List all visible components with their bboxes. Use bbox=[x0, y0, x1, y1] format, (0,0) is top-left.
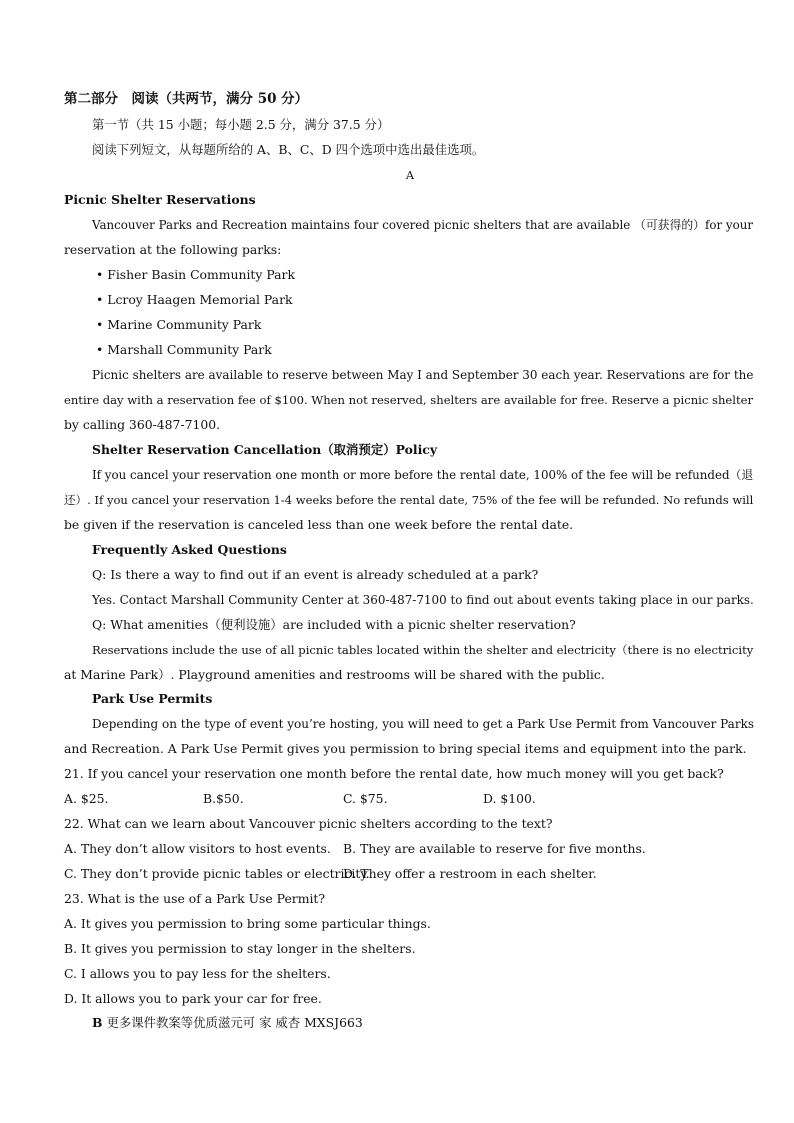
faq-question: Q: Is there a way to find out if an event is already scheduled at a park? bbox=[92, 567, 539, 582]
faq-answer: Reservations include the use of all picnic tables located within the shelter and electricity（there is no electricity bbox=[92, 643, 754, 657]
watermark-text: 更多课件教案等优质滋元可 家 威杏 MXSJ663 bbox=[106, 1015, 363, 1030]
q21-option-b: B.$50. bbox=[203, 791, 244, 806]
q23-option-b: B. It gives you permission to stay longer in the shelters. bbox=[64, 941, 416, 956]
q21-option-a: A. $25. bbox=[64, 791, 109, 806]
faq-answer: Yes. Contact Marshall Community Center at 360-487-7100 to find out about events taking place in our parks. bbox=[92, 593, 754, 607]
question-23-stem: 23. What is the use of a Park Use Permit? bbox=[64, 891, 326, 906]
part-title: 第二部分 阅读（共两节，满分 50 分） bbox=[64, 91, 309, 107]
permit-line: Depending on the type of event you’re hosting, you will need to get a Park Use Permit from Vancouver Parks bbox=[92, 717, 755, 731]
passage-label: A bbox=[405, 168, 415, 182]
permit-line: and Recreation. A Park Use Permit gives you permission to bring special items and equipment into the park. bbox=[64, 741, 747, 756]
availability-line: Picnic shelters are available to reserve between May I and September 30 each year. Reservations are for the bbox=[92, 368, 754, 382]
q23-option-d: D. It allows you to park your car for free. bbox=[64, 991, 322, 1006]
availability-line: by calling 360-487-7100. bbox=[64, 417, 221, 432]
q22-option-a: A. They don’t allow visitors to host events. bbox=[64, 841, 331, 856]
park-list-item: • Fisher Basin Community Park bbox=[96, 267, 295, 282]
cancellation-line: be given if the reservation is canceled less than one week before the rental date. bbox=[64, 517, 574, 532]
q21-option-c: C. $75. bbox=[343, 791, 388, 806]
availability-line: entire day with a reservation fee of $100. When not reserved, shelters are available for free. Reserve a picnic shelter bbox=[64, 393, 754, 407]
q21-option-d: D. $100. bbox=[483, 791, 536, 806]
permit-title: Park Use Permits bbox=[92, 691, 213, 706]
q23-option-a: A. It gives you permission to bring some particular things. bbox=[64, 916, 431, 931]
instruction: 阅读下列短文，从每题所给的 A、B、C、D 四个选项中选出最佳选项。 bbox=[92, 142, 485, 157]
park-list-item: • Marine Community Park bbox=[96, 317, 262, 332]
section-note: 第一节（共 15 小题；每小题 2.5 分，满分 37.5 分） bbox=[92, 117, 390, 132]
faq-answer: at Marine Park）. Playground amenities and restrooms will be shared with the public. bbox=[64, 667, 605, 682]
q22-option-b: B. They are available to reserve for five months. bbox=[343, 841, 646, 856]
q23-option-c: C. I allows you to pay less for the shelters. bbox=[64, 966, 331, 981]
faq-title: Frequently Asked Questions bbox=[92, 542, 287, 557]
question-22-stem: 22. What can we learn about Vancouver picnic shelters according to the text? bbox=[64, 816, 553, 831]
park-list-item: • Marshall Community Park bbox=[96, 342, 272, 357]
cancellation-line: If you cancel your reservation one month or more before the rental date, 100% of the fee will be refunded（退 bbox=[92, 468, 754, 482]
passage-title: Picnic Shelter Reservations bbox=[64, 192, 256, 207]
cancellation-title: Shelter Reservation Cancellation（取消预定）Policy bbox=[92, 442, 438, 457]
faq-question: Q: What amenities（便利设施）are included with a picnic shelter reservation? bbox=[92, 617, 576, 632]
intro-line: reservation at the following parks: bbox=[64, 242, 282, 257]
next-passage-label: B bbox=[92, 1015, 103, 1030]
park-list-item: • Lcroy Haagen Memorial Park bbox=[96, 292, 293, 307]
q22-option-c: C. They don’t provide picnic tables or electricity. bbox=[64, 866, 370, 881]
question-21-stem: 21. If you cancel your reservation one month before the rental date, how much money will you get back? bbox=[64, 766, 724, 781]
q22-option-d: D. They offer a restroom in each shelter. bbox=[343, 866, 597, 881]
intro-line: Vancouver Parks and Recreation maintains four covered picnic shelters that are available （可获得的）for your bbox=[92, 218, 753, 232]
next-passage-line bbox=[92, 1014, 363, 1032]
cancellation-line: 还）. If you cancel your reservation 1-4 weeks before the rental date, 75% of the fee will be refunded. No refunds will bbox=[64, 493, 754, 507]
